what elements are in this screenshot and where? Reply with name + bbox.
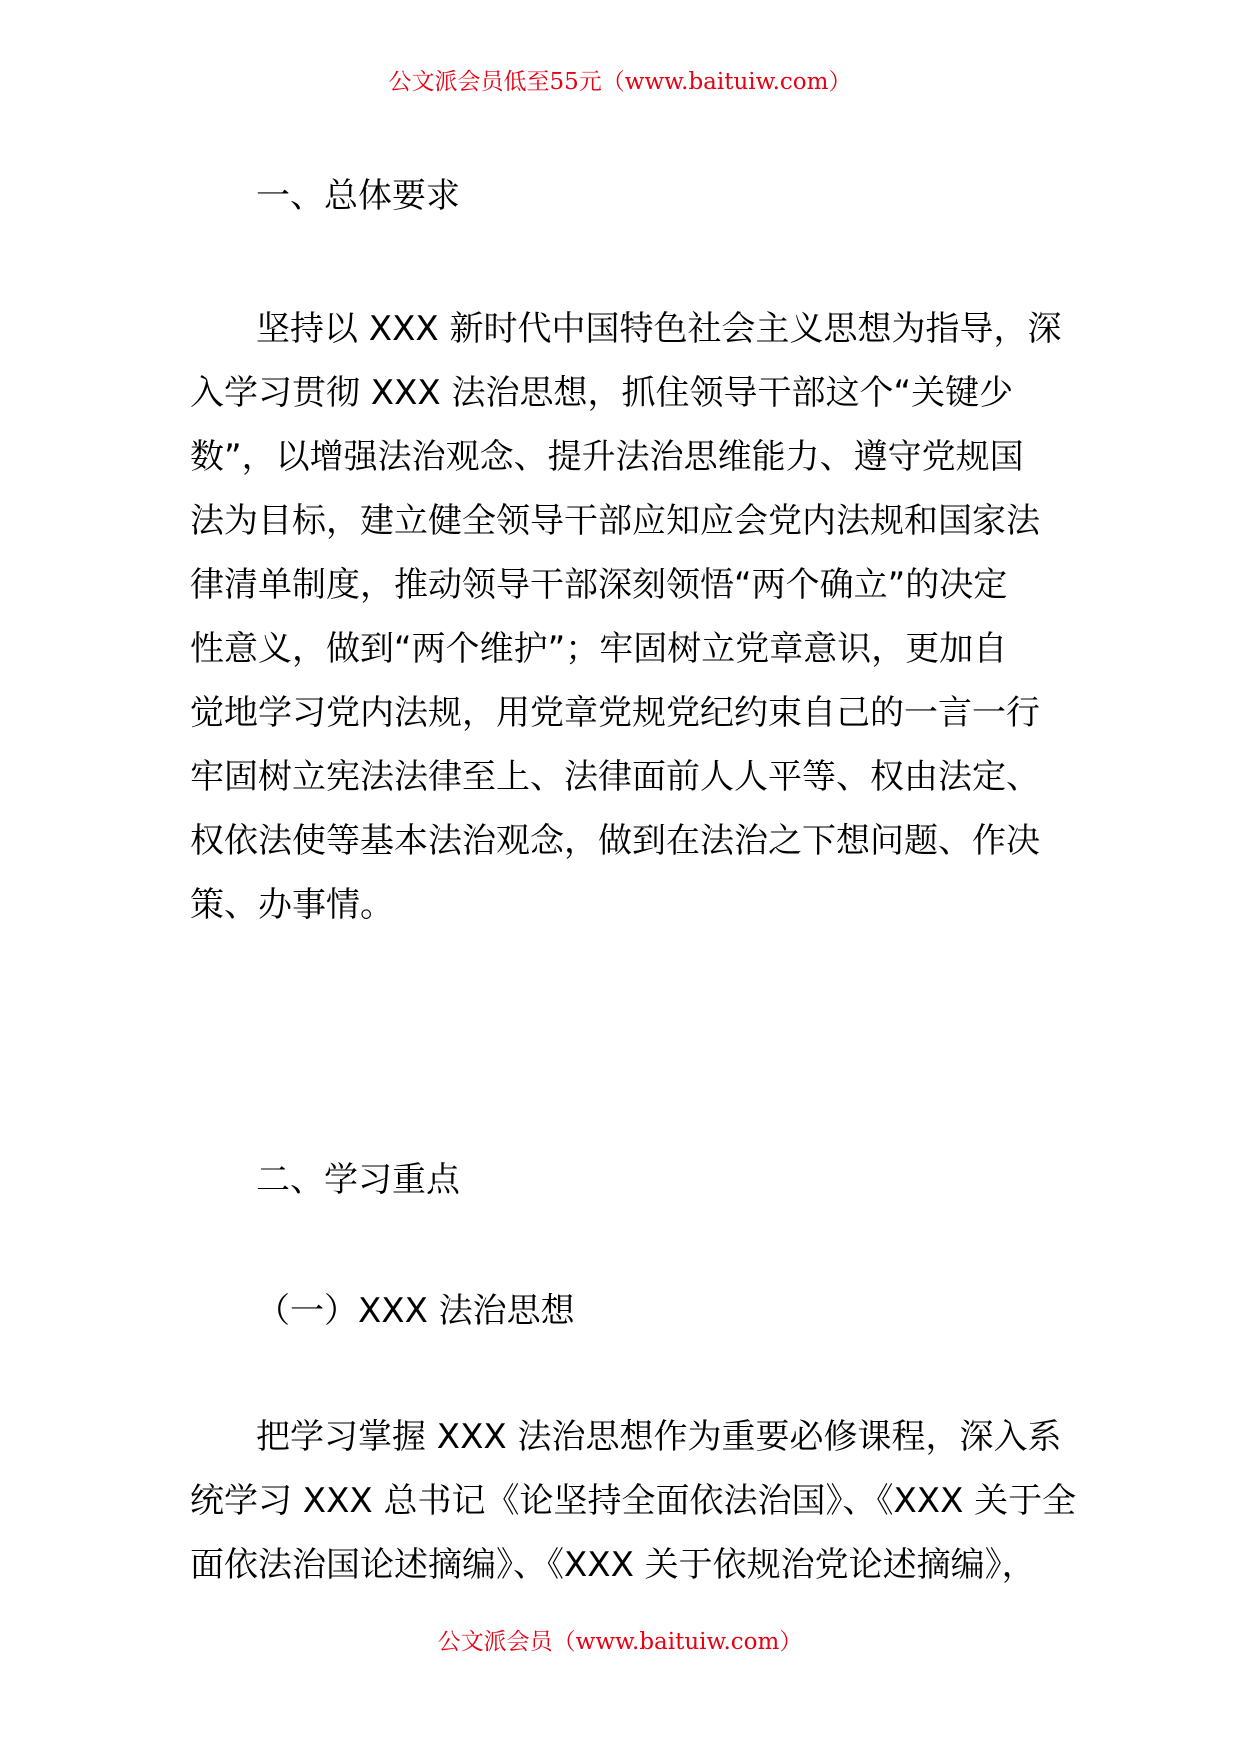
paragraph-line: 觉地学习党内法规，用党章党规党纪约束自己的一言一行 <box>190 693 1040 733</box>
section-heading-study-focus: 二、学习重点 <box>256 1160 460 1200</box>
paragraph-line: 坚持以 XXX 新时代中国特色社会主义思想为指导，深 <box>256 309 1062 349</box>
paragraph-line: 性意义，做到“两个维护”；牢固树立党章意识，更加自 <box>190 629 1008 669</box>
paragraph-line: 权依法使等基本法治观念，做到在法治之下想问题、作决 <box>190 821 1040 861</box>
section-heading-general-requirements: 一、总体要求 <box>256 176 460 216</box>
paragraph-line: 数”，以增强法治观念、提升法治思维能力、遵守党规国 <box>190 437 1024 477</box>
footer-banner: 公文派会员（www.baituiw.com） <box>437 1629 803 1655</box>
paragraph-line: 律清单制度，推动领导干部深刻领悟“两个确立”的决定 <box>190 565 1008 605</box>
paragraph-line: 统学习 XXX 总书记《论坚持全面依法治国》、《XXX 关于全 <box>190 1481 1077 1521</box>
subsection-heading-rule-of-law-thought: （一）XXX 法治思想 <box>256 1291 575 1331</box>
paragraph-line: 把学习掌握 XXX 法治思想作为重要必修课程，深入系 <box>256 1417 1062 1457</box>
paragraph-line: 策、办事情。 <box>190 885 394 925</box>
paragraph-line: 牢固树立宪法法律至上、法律面前人人平等、权由法定、 <box>190 757 1040 797</box>
paragraph-study-focus <box>190 1405 1077 1597</box>
paragraph-line: 面依法治国论述摘编》、《XXX 关于依规治党论述摘编》， <box>190 1545 1036 1585</box>
paragraph-line: 法为目标，建立健全领导干部应知应会党内法规和国家法 <box>190 501 1040 541</box>
header-banner: 公文派会员低至55元（www.baituiw.com） <box>388 69 852 95</box>
paragraph-general-requirements <box>190 297 1060 937</box>
paragraph-line: 入学习贯彻 XXX 法治思想，抓住领导干部这个“关键少 <box>190 373 1014 413</box>
